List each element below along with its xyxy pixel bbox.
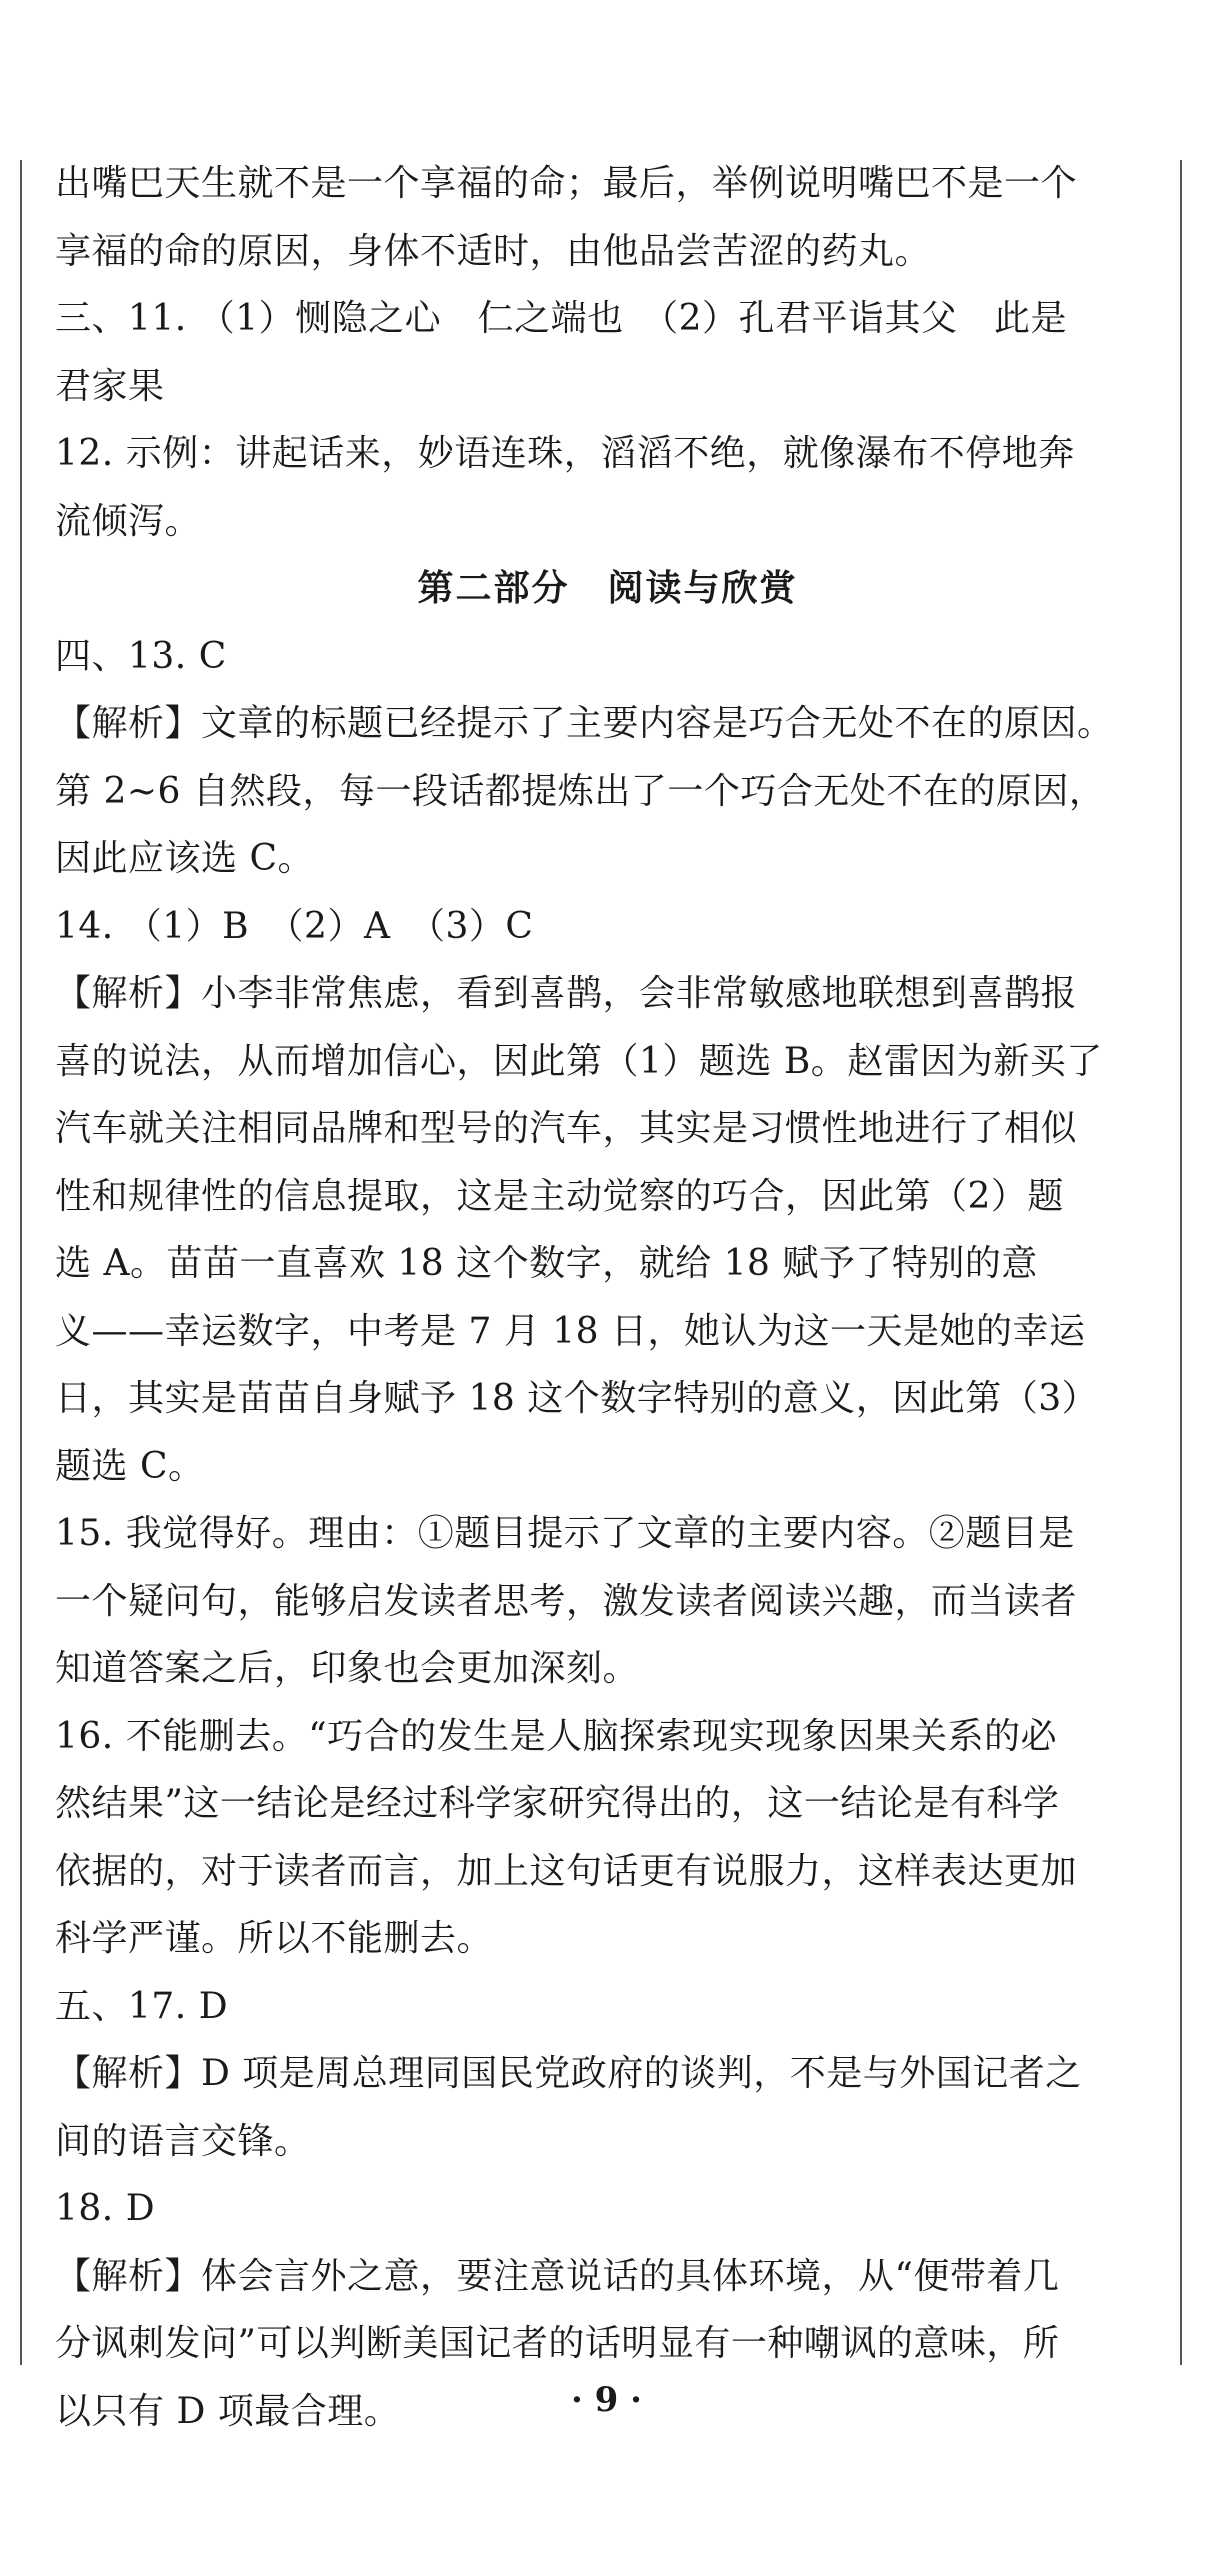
text-line: 汽车就关注相同品牌和型号的汽车，其实是习惯性地进行了相似 bbox=[55, 1108, 1078, 1149]
right-margin-rule bbox=[1180, 160, 1182, 2365]
text-line: 【解析】文章的标题已经提示了主要内容是巧合无处不在的原因。 bbox=[55, 703, 1114, 744]
text-line: 一个疑问句，能够启发读者思考，激发读者阅读兴趣，而当读者 bbox=[55, 1580, 1078, 1622]
text-line: 君家果 bbox=[55, 365, 165, 407]
text-line: 15. 我觉得好。理由：①题目提示了文章的主要内容。②题目是 bbox=[55, 1513, 1075, 1554]
text-line: 性和规律性的信息提取，这是主动觉察的巧合，因此第（2）题 bbox=[55, 1175, 1064, 1217]
text-line: 选 A。苗苗一直喜欢 18 这个数字，就给 18 赋予了特别的意 bbox=[55, 1243, 1038, 1284]
section-heading: 第二部分 阅读与欣赏 bbox=[417, 568, 798, 609]
text-line: 日，其实是苗苗自身赋予 18 这个数字特别的意义，因此第（3） bbox=[55, 1378, 1099, 1419]
text-line: 喜的说法，从而增加信心，因此第（1）题选 B。赵雷因为新买了 bbox=[55, 1040, 1103, 1082]
text-line: 间的语言交锋。 bbox=[55, 2120, 311, 2162]
text-line: 义——幸运数字，中考是 7 月 18 日，她认为这一天是她的幸运 bbox=[55, 1310, 1086, 1352]
text-line: 流倾泻。 bbox=[55, 500, 202, 542]
text-line: 14. （1）B （2）A （3）C bbox=[55, 905, 534, 947]
text-line: 【解析】体会言外之意，要注意说话的具体环境，从“便带着几 bbox=[55, 2255, 1060, 2297]
left-margin-rule bbox=[20, 160, 22, 2365]
text-line: 三、11. （1）恻隐之心 仁之端也 （2）孔君平诣其父 此是 bbox=[55, 298, 1068, 339]
text-line: 依据的，对于读者而言，加上这句话更有说服力，这样表达更加 bbox=[55, 1850, 1078, 1892]
text-line: 享福的命的原因，身体不适时，由他品尝苦涩的药丸。 bbox=[55, 230, 932, 272]
text-line: 【解析】小李非常焦虑，看到喜鹊，会非常敏感地联想到喜鹊报 bbox=[55, 973, 1078, 1014]
text-line: 第 2~6 自然段，每一段话都提炼出了一个巧合无处不在的原因， bbox=[55, 770, 1106, 812]
text-line: 知道答案之后，印象也会更加深刻。 bbox=[55, 1648, 640, 1689]
text-line: 12. 示例：讲起话来，妙语连珠，滔滔不绝，就像瀑布不停地奔 bbox=[55, 433, 1075, 474]
text-line: 因此应该选 C。 bbox=[55, 838, 314, 879]
text-line: 题选 C。 bbox=[55, 1445, 205, 1487]
text-line: 出嘴巴天生就不是一个享福的命；最后，举例说明嘴巴不是一个 bbox=[55, 163, 1078, 204]
text-line: 科学严谨。所以不能删去。 bbox=[55, 1918, 494, 1959]
answer-text-body bbox=[55, 150, 1160, 2445]
text-line: 五、17. D bbox=[55, 1985, 229, 2027]
text-line: 然结果”这一结论是经过科学家研究得出的，这一结论是有科学 bbox=[55, 1783, 1060, 1824]
text-line: 16. 不能删去。“巧合的发生是人脑探索现实现象因果关系的必 bbox=[55, 1715, 1058, 1757]
text-line: 分讽刺发问”可以判断美国记者的话明显有一种嘲讽的意味，所 bbox=[55, 2323, 1060, 2364]
page-number: · 9 · bbox=[570, 2380, 642, 2420]
text-line: 四、13. C bbox=[55, 635, 227, 677]
text-line: 【解析】D 项是周总理同国民党政府的谈判，不是与外国记者之 bbox=[55, 2053, 1082, 2094]
text-line: 以只有 D 项最合理。 bbox=[55, 2390, 401, 2432]
text-line: 18. D bbox=[55, 2188, 156, 2229]
